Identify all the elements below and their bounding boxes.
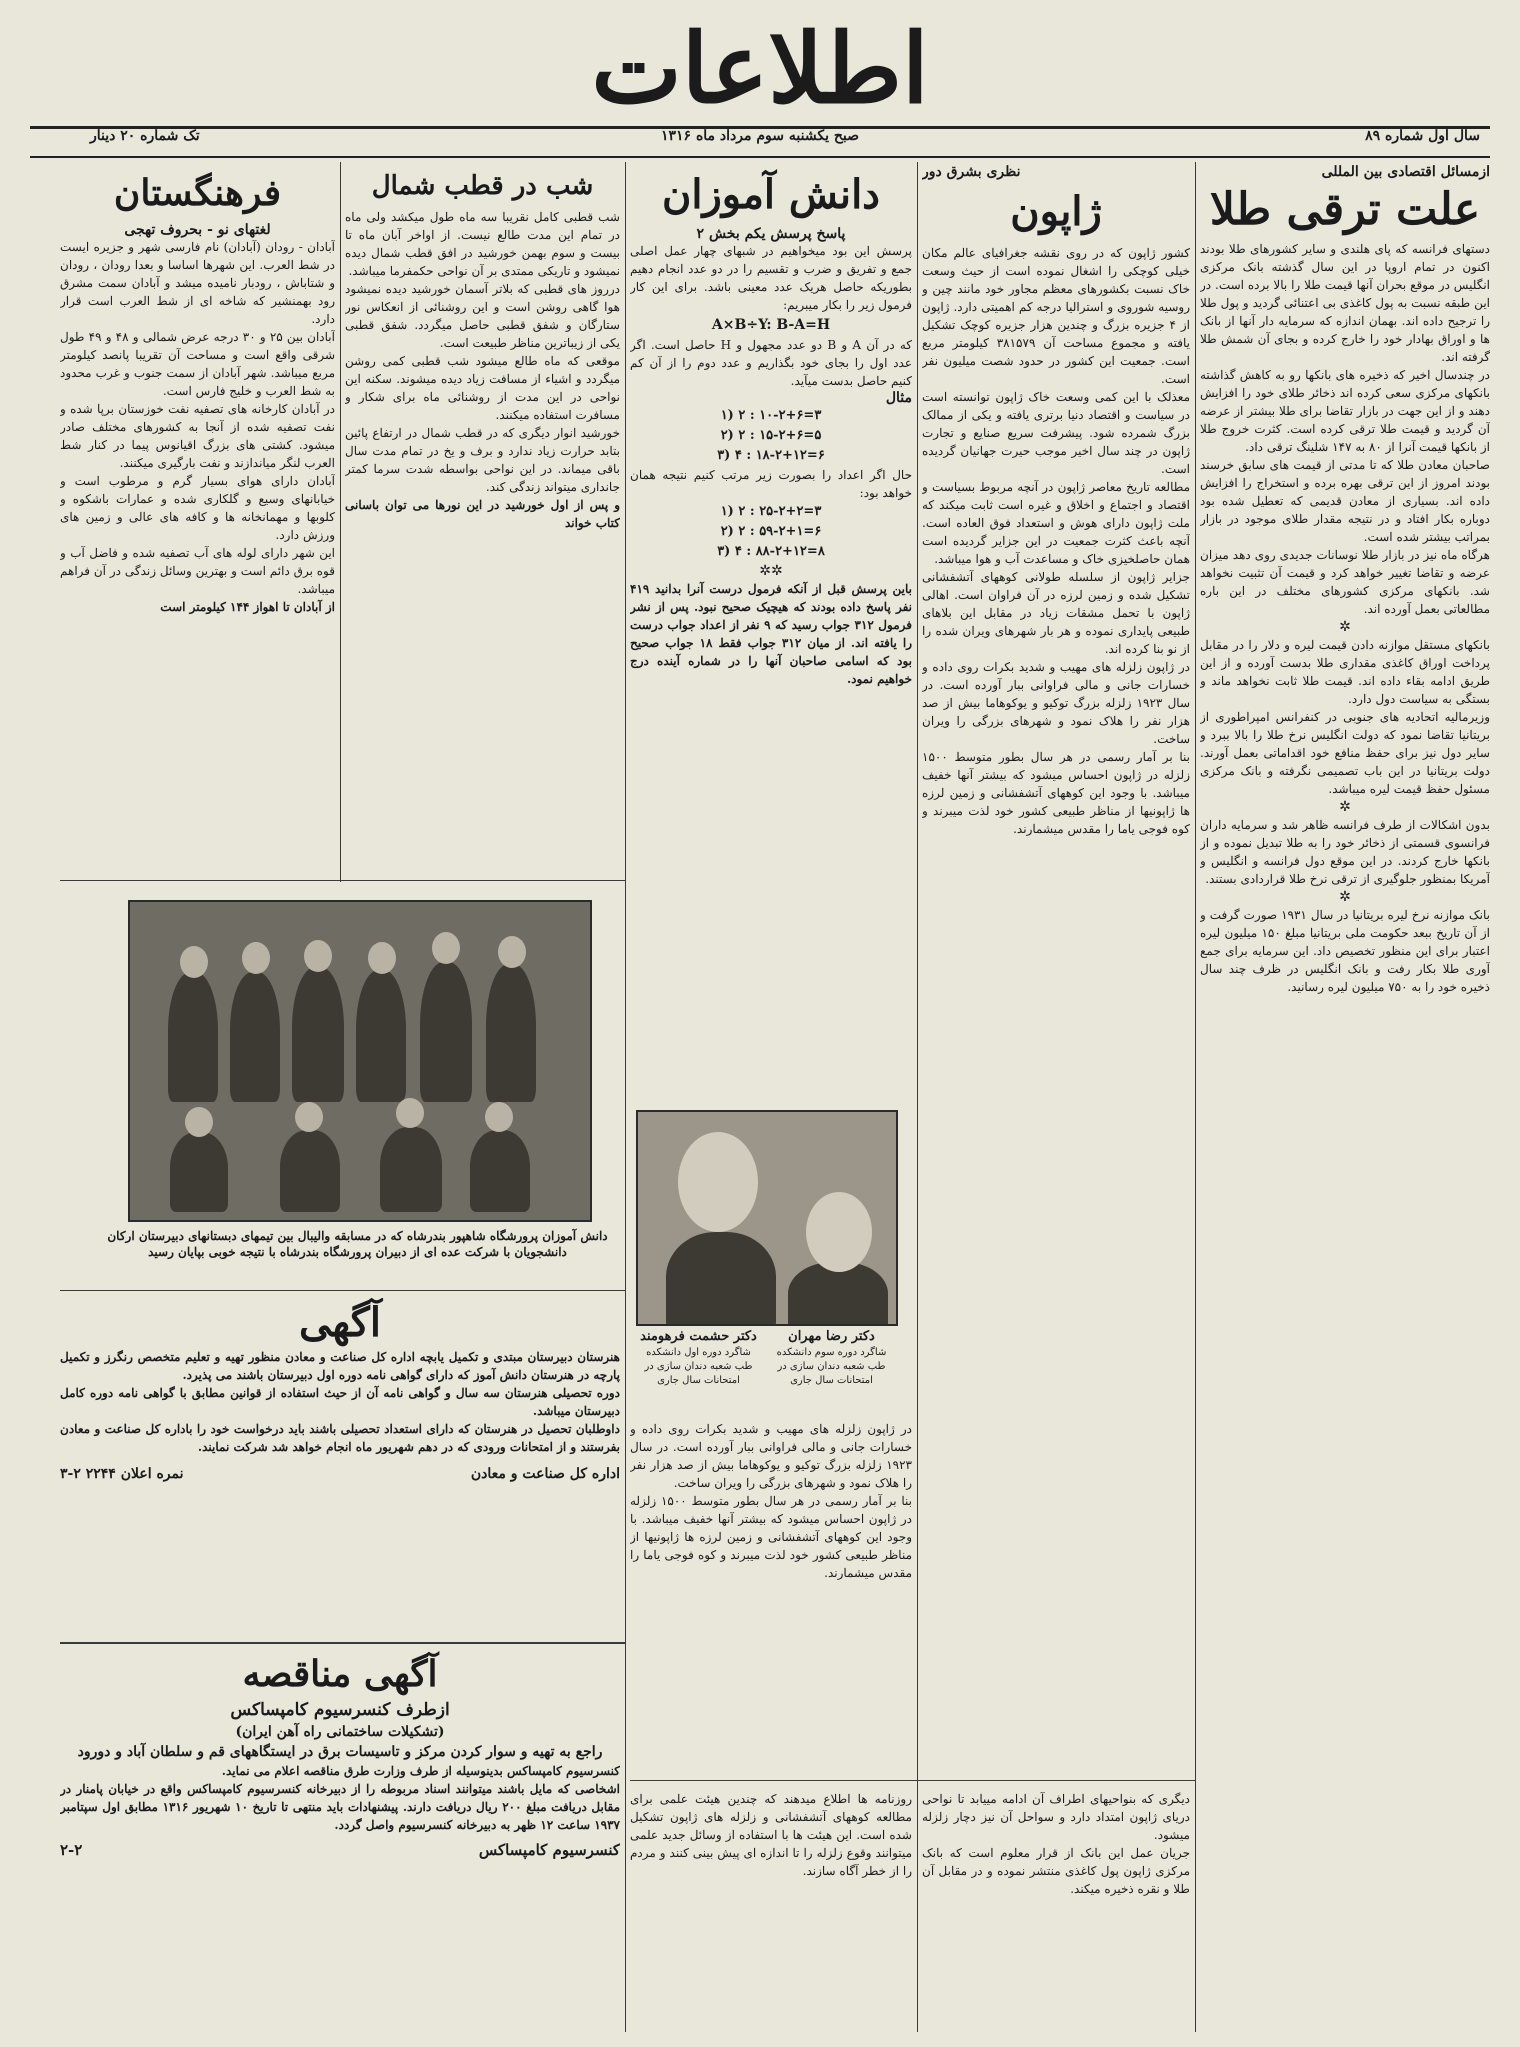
article-paragraph: دستهای فرانسه که پای هلندی و سایر کشورهای طلا بودند اکنون در تمام اروپا در این سال گذشته بانک مرکزی انگلیس در موقع بحران آنها قیمت طلا را بالا برده است. در این طبقه نسبت به پول کاغذی بی اعتنائی گردید و پول طلا را ترجیح داده اند. بهمان اندازه که سرمایه دار آنها از بانک ها و اوراق بهادار خود را خارج کرده و بجای آن شمش طلا گرفته اند.: [1200, 242, 1490, 364]
article-paragraph: مطالعه تاریخ معاصر ژاپون در آنچه مربوط بسیاست و اقتصاد و اجتماع و اخلاق و غیره است ثابت میکند که ملت ژاپون دارای هوش و استعداد فوق العاده است. آنچه باعث کثرت جمعیت در این جزایر گردیده است همان حاصلخیزی خاک و مساعدت آب و هوا میباشد.: [922, 480, 1190, 566]
ad-issuer: اداره کل صناعت و معادن: [470, 1466, 620, 1482]
tender-ad: [60, 1650, 620, 2035]
issue-number: سال اول شماره ۸۹: [1365, 128, 1480, 144]
issue-date: صبح یکشنبه سوم مرداد ماه ۱۳۱۶: [661, 128, 859, 144]
article-headline: علت ترقی طلا: [1209, 184, 1481, 235]
article-paragraph: بانک موازنه نرخ لیره بریتانیا در سال ۱۹۳۱ صورت گرفت و از آن تاریخ ببعد حکومت ملی بریتانیا مبلغ ۱۵۰ میلیون لیره اعتبار برای این منظور تخصیص داد. این سرمایه برای جمع آوری طلا بکار رفت و بانک انگلیس در ظرف چند سال ذخیره خود را به ۷۵۰ میلیون لیره رسانید.: [1200, 908, 1490, 994]
article-paragraph: در آبادان کارخانه های تصفیه نفت خوزستان برپا شده و نفت تصفیه شده از آنجا به کشورهای مختلف صادر میشود. کشتی های بزرگ اقیانوس پیما در کنار شط العرب لنگر میاندازند و نفت بارگیری میکنند.: [60, 402, 335, 470]
person-caption: شاگرد دوره اول دانشکده طب شعبه دندان سازی در امتحانات سال جاری: [644, 1347, 753, 1386]
section-divider: [630, 1780, 1195, 1781]
article-paragraph: این شهر دارای لوله های آب تصفیه شده و فاضل آب و قوه برق دائم است و بهترین وسائل زندگی در آن فراهم میباشد.: [60, 546, 335, 596]
article-paragraph: جریان عمل این بانک از قرار معلوم است که بانک مرکزی ژاپون پول کاغذی منتشر نموده و در مقابل آن طلا و نقره ذخیره میکند.: [922, 1846, 1190, 1896]
column-divider: [340, 162, 341, 882]
ad-subtitle: (تشکیلات ساختمانی راه آهن ایران): [235, 1724, 445, 1740]
example-line: ۵=۱۵-۲+۶ : ۲ (۲: [720, 428, 822, 443]
article-paragraph: روزنامه ها اطلاع میدهند که چندین هیئت علمی برای مطالعه کوههای آتشفشانی و زلزله های ژاپون تشکیل شده است. این هیئت ها با استفاده از وسائل جدید علمی میتوانند وقوع زلزله را تا اندازه ای پیش بینی کنند و مردم را از خطر آگاه سازند.: [630, 1792, 912, 1878]
person-name: دکتر رضا مهران: [788, 1329, 875, 1344]
article-paragraph: در چندسال اخیر که ذخیره های بانکها رو به کاهش گذاشته بانکهای مرکزی سعی کرده اند ذخائر طلای خود را افزایش دهند و از این جهت در بازار تقاضا برای طلا بیشتر از عرضه آن گردید و قیمت طلا ترقی کرده است. کثرت خروج طلا از بانکها قیمت آنرا از ۸۰ به ۱۴۷ شلینگ ترقی داد.: [1200, 368, 1490, 454]
article-paragraph: موقعی که ماه طالع میشود شب قطبی کمی روشن میگردد و اشیاء از مسافت زیاد دیده میشوند. سکنه این نواحی در این مدت از روشنائی ماه برای شکار و مسافرت استفاده میکنند.: [345, 354, 620, 422]
portrait-photo: [636, 1110, 898, 1326]
ad-paragraph: کنسرسیوم کامپساکس بدینوسیله از طرف وزارت طرق مناقصه اعلام می نماید.: [221, 1764, 620, 1778]
article-paragraph: صاحبان معادن طلا که تا مدتی از قیمت های سابق خرسند بودند امروز از این ترقی بهره برده و استخراج را افزایش داده اند. بسیاری از معادن قدیمی که تعطیل شده بود دوباره بکار افتاد و در نتیجه مقدار طلای موجود در بازار بمراتب بیشتر شده است.: [1200, 458, 1490, 544]
article-headline: ژاپون: [1010, 188, 1102, 235]
article-japan: [922, 164, 1190, 1724]
team-photo-caption: دانش آموزان پرورشگاه شاهپور بندرشاه که در مسابقه والیبال بین تیمهای دبستانهای دبیرستان ارکان دانشجویان با شرکت عده ای از دبیران پرورشگاه بندرشاه با نتیجه خوبی بپایان رسید: [107, 1229, 608, 1259]
article-kicker: نظری بشرق دور: [922, 164, 1021, 180]
masthead: [0, 0, 1520, 128]
ad-number: نمره اعلان ۲۲۴۴ ۲-۳: [60, 1466, 184, 1482]
article-kicker: ازمسائل اقتصادی بین المللی: [1321, 164, 1490, 180]
article-paragraph: آبادان دارای هوای بسیار گرم و مرطوب است و خیابانهای وسیع و گلکاری شده و عمارات باشکوه و کلوبها و مهمانخانه ها و کافه های عالی و زمین های ورزش دارد.: [60, 474, 335, 542]
article-paragraph: خورشید انوار دیگری که در قطب شمال در ارتفاع پائین بتابد حرارت زیاد ندارد و برف و یخ در تمام مدت سال باقی میماند. در این نواحی بواسطه شدت سرما کمتر جانداری میتواند زندگی کند.: [345, 426, 620, 494]
separator-ornament: ✲: [1339, 799, 1351, 815]
example-line: ۸=۸۸-۲+۱۲ : ۴ (۳: [717, 544, 825, 559]
article-paragraph: و پس از اول خورشید در این نورها می توان باسانی کتاب خواند: [345, 498, 620, 530]
ad-issuer: کنسرسیوم کامپساکس: [478, 1841, 620, 1859]
article-paragraph: بانکهای مستقل موازنه دادن قیمت لیره و دلار را در مقابل پرداخت اوراق کاغذی مقداری طلا بدست آورده و از این طریق ادامه بقاء داده اند. قیمت طلا ثابت نخواهد ماند و بستگی به سیاست دول دارد.: [1200, 638, 1490, 706]
portrait-captions: [636, 1328, 894, 1408]
article-subhead: پاسخ پرسش یکم بخش ۲: [696, 226, 846, 242]
article-paragraph: بنا بر آمار رسمی در هر سال بطور متوسط ۱۵۰۰ زلزله در ژاپون احساس میشود که بیشتر آنها خفیف میباشد. با وجود این کوههای آتشفشانی و زمین لرزه ها ژاپونیها از مناظر طبیعی کشور خود لذت میبرند و کوه فوجی یاما را مقدس میشمارند.: [630, 1494, 912, 1580]
section-divider: [60, 1290, 625, 1291]
ad-number: ۲-۲: [60, 1841, 83, 1859]
team-photo: [128, 900, 592, 1222]
separator-ornament: ✲: [1339, 619, 1351, 635]
article-gold: [1200, 164, 1490, 2034]
example-line: ۶=۱۸-۲+۱۲ : ۴ (۳: [717, 448, 825, 463]
article-paragraph: حال اگر اعداد را بصورت زیر مرتب کنیم نتیجه همان خواهد بود:: [630, 468, 912, 500]
article-paragraph: در ژاپون زلزله های مهیب و شدید بکرات روی داده و خسارات جانی و مالی فراوانی ببار آورده است. در سال ۱۹۲۳ زلزله بزرگ توکیو و یوکوهاما بیش از صد هزار نفر را هلاک نمود و شهرهای بزرگی را ویران ساخت.: [630, 1422, 912, 1490]
article-paragraph: آبادان بین ۲۵ و ۳۰ درجه عرض شمالی و ۴۸ و ۴۹ طول شرقی واقع است و مساحت آن تقریبا پانصد کیلومتر مربع میباشد. شهر آبادان از سمت جنوب و غرب محدود به شط العرب و خلیج فارس است.: [60, 330, 335, 398]
article-paragraph: که در آن A و B دو عدد مجهول و H حاصل است. اگر عدد اول را بجای خود بگذاریم و عدد دوم را از آن کم کنیم حاصل بدست میآید.: [630, 338, 912, 388]
ad-subtitle: ازطرف کنسرسیوم کامپساکس: [230, 1700, 450, 1720]
column-divider: [625, 162, 626, 2032]
ad-title: آگهی مناقصه: [242, 1653, 438, 1695]
article-paragraph: کشور ژاپون که در روی نقشه جغرافیای عالم مکان خیلی کوچکی را اشغال نموده است از حیث وسعت خاک نسبت بکشورهای معظم مجاور خود مانند چین و روسیه شوروی و استرالیا درجه کم اهمیتی دارد. ژاپون از ۴ جزیره بزرگ و چندین هزار جزیره کوچک تشکیل یافته و مجموع مساحت آن ۳۸۱۵۷۹ کیلومتر مربع است. جمعیت این کشور در حدود شصت میلیون نفر است.: [922, 246, 1190, 386]
article-students: [630, 164, 912, 1094]
example-line: ۳=۱۰-۲+۶ : ۲ (۱: [720, 408, 822, 423]
article-paragraph: آبادان - رودان (آبادان) نام فارسی شهر و جزیره ایست در شط العرب. این شهرها اساسا و بعدا رودان ، رودان و شتاباش ، رودبار نامیده میشد و آبادان سمت مشرق رود بهمنشیر که شاخه ای از شط العرب است قرار دارد.: [60, 240, 335, 326]
article-paragraph: جزایر ژاپون از سلسله طولانی کوههای آتشفشانی تشکیل شده و زمین لرزه در آن فراوان است. اهالی ژاپون با تحمل مشقات زیاد در مقابل این بلاهای طبیعی پایداری نموده و هر بار شهرهای ویران شده را از نو بنا کرده اند.: [922, 570, 1190, 656]
person-name: دکتر حشمت فرهومند: [640, 1329, 757, 1344]
ad-title: آگهی: [299, 1299, 381, 1346]
article-continued: [922, 1790, 1190, 2030]
article-paragraph: معذلک با این کمی وسعت خاک ژاپون توانسته است در سیاست و اقتصاد دنیا برتری یافته و یکی از ممالک بزرگ شمرده شود. پیشرفت سریع صنایع و تجارت ژاپون در چند سال اخیر موجب حیرت جهانیان گردیده است.: [922, 390, 1190, 476]
article-paragraph: پرسش این بود میخواهیم در شبهای چهار عمل اصلی جمع و تفریق و ضرب و تقسیم را در دو عدد انجام دهیم بطوریکه حاصل هریک عدد معینی باشد. برای این کار فرمول زیر را بکار میبریم:: [630, 244, 912, 312]
article-paragraph: در ژاپون زلزله های مهیب و شدید بکرات روی داده و خسارات جانی و مالی فراوانی ببار آورده است. در سال ۱۹۲۳ زلزله بزرگ توکیو و یوکوهاما بیش از صد هزار نفر را هلاک نمود و شهرهای بزرگی را ویران ساخت.: [922, 660, 1190, 746]
article-paragraph: شب قطبی کامل نقریبا سه ماه طول میکشد ولی ماه در تمام این مدت طالع نیست. از اواخر آبان ماه تا بیست و سوم بهمن خورشید در افق قطب شمال دیده نمیشود و تاریکی ممتدی بر آن نواحی حکمفرما میباشد.: [345, 210, 620, 278]
article-headline: شب در قطب شمال: [371, 171, 594, 201]
column-divider: [1195, 162, 1196, 2032]
person-caption: شاگرد دوره سوم دانشکده طب شعبه دندان سازی در امتحانات سال جاری: [776, 1347, 887, 1386]
article-japan-continued: [630, 1420, 912, 1770]
article-paragraph: بنا بر آمار رسمی در هر سال بطور متوسط ۱۵۰۰ زلزله در ژاپون احساس میشود که بیشتر آنها خفیف میباشد. با وجود این کوههای آتشفشانی و زمین لرزه ها ژاپونیها از مناظر طبیعی کشور خود لذت میبرند و کوه فوجی یاما را مقدس میشمارند.: [922, 750, 1190, 836]
article-paragraph: درروز های قطبی که بلاتر آسمان خورشید دیده نمیشود هوا گاهی روشن است و این روشنائی از انعکاس نور ستارگان و شفق قطبی حاصل میگردد. شفق قطبی یکی از زیباترین مناظر طبیعت است.: [345, 282, 620, 350]
article-farhangestan: [60, 164, 335, 884]
article-headline: فرهنگستان: [113, 172, 282, 214]
ad-paragraph: دوره تحصیلی هنرستان سه سال و گواهی نامه آن از حیث استفاده از قوانین مطابق با گواهی نامه دوره کامل دبیرستان میباشد.: [60, 1386, 620, 1418]
article-paragraph: از آبادان تا اهواز ۱۴۴ کیلومتر است: [160, 600, 335, 614]
article-paragraph: هرگاه ماه نیز در بازار طلا نوسانات جدیدی روی دهد میزان عرضه و تقاضا تغییر خواهد کرد و قیمت آن تثبیت نخواهد شد. بانکهای مرکزی کشورهای مختلف در این باره مطالعاتی بعمل آورده اند.: [1200, 548, 1490, 616]
section-divider: [60, 1642, 625, 1644]
article-paragraph: باین پرسش قبل از آنکه فرمول درست آنرا بدانید ۴۱۹ نفر پاسخ داده بودند که هیچیک صحیح نبود. پس از نشر فرمول ۳۱۲ جواب رسید که ۹ نفر از اعداد جواب درست را یافته اند. از میان ۳۱۲ جواب فقط ۱۸ جواب صحیح بود که اسامی صاحبان آنها را در شماره آینده درج خواهیم نمود.: [630, 582, 912, 686]
announcement-ad: [60, 1298, 620, 1638]
separator-ornament: ✲: [1339, 889, 1351, 905]
example-line: ۶=۵۹-۲+۱ : ۲ (۲: [720, 524, 822, 539]
article-paragraph: بدون اشکالات از طرف فرانسه ظاهر شد و سرمایه داران فرانسوی قسمتی از ذخائر خود را به طلا تبدیل نموده و از بانکها خارج کردند. در این موقع دول فرانسه و انگلیس و آمریکا بمنظور جلوگیری از ترقی نرخ طلا قراردادی بستند.: [1200, 818, 1490, 886]
formula: A×B÷Y: B-A=H: [711, 317, 831, 333]
article-headline: دانش آموزان: [662, 171, 880, 218]
article-continued: [630, 1790, 912, 2030]
article-paragraph: دیگری که بنواحیهای اطراف آن ادامه مییابد تا نواحی دریای ژاپون امتداد دارد و سواحل آن نیز دچار زلزله میشود.: [922, 1792, 1190, 1842]
separator-ornament: ✲✲: [759, 563, 783, 579]
article-subhead: لغتهای نو - بحروف تهجی: [124, 222, 271, 238]
example-line: ۳=۲۵-۲+۲ : ۲ (۱: [720, 504, 822, 519]
section-divider: [60, 880, 625, 881]
ad-paragraph: داوطلبان تحصیل در هنرستان که دارای استعداد تحصیلی باشند باید درخواست خود را باداره کل صناعت و معادن بفرستند و از امتحانات ورودی که در دهم شهریور ماه انجام خواهد شد شرکت نمایند.: [60, 1422, 620, 1454]
article-polar-night: [345, 164, 620, 884]
column-divider: [917, 162, 918, 2032]
examples-title: مثال: [885, 390, 912, 406]
issue-price: تک شماره ۲۰ دینار: [90, 128, 200, 144]
ad-subtitle: راجع به تهیه و سوار کردن مرکز و تاسیسات برق در ایستگاههای قم و سلطان آباد و دورود: [77, 1744, 603, 1760]
ad-paragraph: هنرستان دبیرستان مبتدی و تکمیل یابچه اداره کل صناعت و معادن منظور تهیه و تعلیم متخصص رنگرز و تکمیل پارچه در هنرستان دانش آموز که دارای گواهی نامه دوره اول دبیرستان باشند می پذیرد.: [60, 1350, 620, 1382]
masthead-rule-bottom: [30, 156, 1490, 158]
ad-paragraph: اشخاصی که مایل باشند میتوانند اسناد مربوطه را از دبیرخانه کنسرسیوم کامپساکس واقع در خیابان پامنار در مقابل دریافت مبلغ ۲۰۰ ریال دریافت دارند. پیشنهادات باید منتهی تا تاریخ ۱۰ شهریور ۱۳۱۶ مطابق اول سپتامبر ۱۹۳۷ ساعت ۱۲ ظهر به دبیرخانه کنسرسیوم واصل گردد.: [60, 1782, 620, 1832]
newspaper-title: اطلاعات: [591, 12, 929, 125]
article-paragraph: وزیرمالیه اتحادیه های جنوبی در کنفرانس امپراطوری از بریتانیا تقاضا نمود که دولت انگلیس نرخ طلا را بالا ببرد و سایر دول نیز برای حفظ منافع خود اقداماتی بعمل آورند. دولت بریتانیا در این باب تصمیمی نگرفته و بانک مرکزی مسئول حفظ قیمت لیره میباشد.: [1200, 710, 1490, 796]
